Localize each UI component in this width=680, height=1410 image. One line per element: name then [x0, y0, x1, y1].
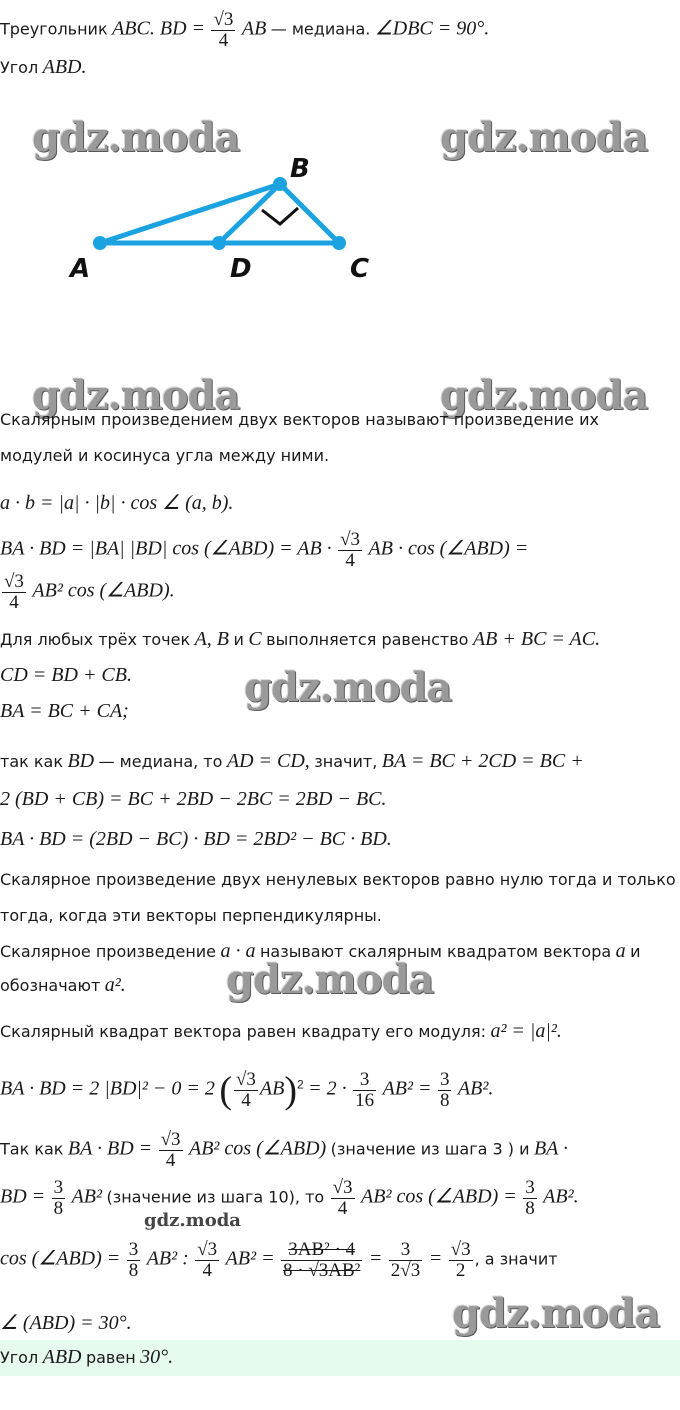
median-line: так как BD — медиана, то AD = CD, значит, BA = BC + 2CD = BC +	[0, 750, 584, 772]
watermark: gdz.moda	[440, 372, 648, 419]
definition-line-2: модулей и косинуса угла между ними.	[0, 446, 330, 465]
perp-line-2: тогда, когда эти векторы перпендикулярны.	[0, 906, 382, 925]
product-line: BA · BD = (2BD − BC) · BD = 2BD² − BC · BD.	[0, 828, 392, 850]
angle-result: ∠ (ABD) = 30°.	[0, 1312, 132, 1334]
eq-ba: BA = BC + CA;	[0, 700, 129, 722]
square-line-1: Скалярное произведение a · a называют скалярным квадратом вектора a и	[0, 940, 641, 962]
task-line-2: Угол ABD.	[0, 56, 87, 78]
task-math: ABC. BD =	[112, 17, 206, 40]
formula-ba-bd-cont: $\frac{√3}{4}$ AB² cos (∠ABD).	[4, 571, 175, 613]
label-c: C	[350, 254, 370, 284]
calc-line: BA · BD = 2 |BD|² − 0 = 2 ( $\frac{√3}{4}$ AB)$^2$ = 2 · $\frac{3}{16}$ AB² = $\frac{3}{8}$ AB².	[0, 1069, 494, 1112]
answer-text: Угол	[0, 1348, 39, 1367]
eq-cd: CD = BD + CB.	[0, 664, 132, 686]
watermark: gdz.moda	[226, 956, 434, 1003]
answer-value: 30°.	[140, 1346, 174, 1368]
point-a	[93, 236, 107, 250]
perp-line-1: Скалярное произведение двух ненулевых векторов равно нулю тогда и только	[0, 870, 676, 889]
cos-line: cos (∠ABD) = $\frac{3}{8}$ AB² : $\frac{√3}{4}$ AB² = $\frac{\text{3AB² · 4}}{\text{8 · √3AB²}}$ = $\frac{3}{2√3}$ = $\frac{√3}{2}$ , а значит	[0, 1239, 558, 1281]
watermark: gdz.moda	[32, 372, 240, 419]
watermark: gdz.moda	[244, 664, 452, 711]
task-text: Треугольник	[0, 19, 108, 39]
label-d: D	[230, 254, 252, 284]
watermark: gdz.moda	[452, 1290, 660, 1337]
rule-line: Для любых трёх точек A, B и C выполняется равенство AB + BC = AC.	[0, 628, 601, 650]
watermark: gdz.moda	[32, 114, 240, 161]
label-a: A	[70, 254, 91, 284]
task-fraction: $\frac{√3}{4}$	[213, 9, 234, 51]
definition-line-1: Скалярным произведением двух векторов называют произведение их	[0, 410, 599, 429]
triangle-diagram	[0, 140, 420, 290]
segment-bc	[280, 184, 339, 243]
watermark: gdz.moda	[144, 1210, 241, 1231]
task-line-1: Треугольник ABC. BD = $\frac{√3}{4}$ AB — медиана. ∠DBC = 90°.	[0, 9, 490, 51]
label-b: B	[290, 154, 310, 184]
median-line-2: 2 (BD + CB) = BC + 2BD − 2BC = 2BD − BC.	[0, 788, 387, 810]
formula-ba-bd: BA · BD = |BA| |BD| cos (∠ABD) = AB · $\frac{√3}{4}$ AB · cos (∠ABD) =	[0, 529, 529, 571]
answer-box: Угол ABD равен 30°.	[0, 1340, 680, 1376]
since-line-a: Так как BA · BD = $\frac{√3}{4}$ AB² cos (∠ABD) (значение из шага 3 ) и BA ·	[0, 1129, 569, 1171]
point-d	[212, 236, 226, 250]
since-line-b: BD = $\frac{3}{8}$ AB² (значение из шага 10), то $\frac{√3}{4}$ AB² cos (∠ABD) = $\frac{3}{8}$ AB².	[0, 1177, 579, 1219]
right-angle-mark	[262, 208, 298, 224]
watermark: gdz.moda	[440, 114, 648, 161]
answer-math: ABD	[42, 1346, 82, 1368]
point-c	[332, 236, 346, 250]
point-b	[273, 177, 287, 191]
formula-dot-product: a · b = |a| · |b| · cos ∠ (a, b).	[0, 492, 234, 514]
square-modulus-line: Скалярный квадрат вектора равен квадрату его модуля: a² = |a|².	[0, 1020, 562, 1042]
square-line-2: обозначают a².	[0, 974, 126, 996]
